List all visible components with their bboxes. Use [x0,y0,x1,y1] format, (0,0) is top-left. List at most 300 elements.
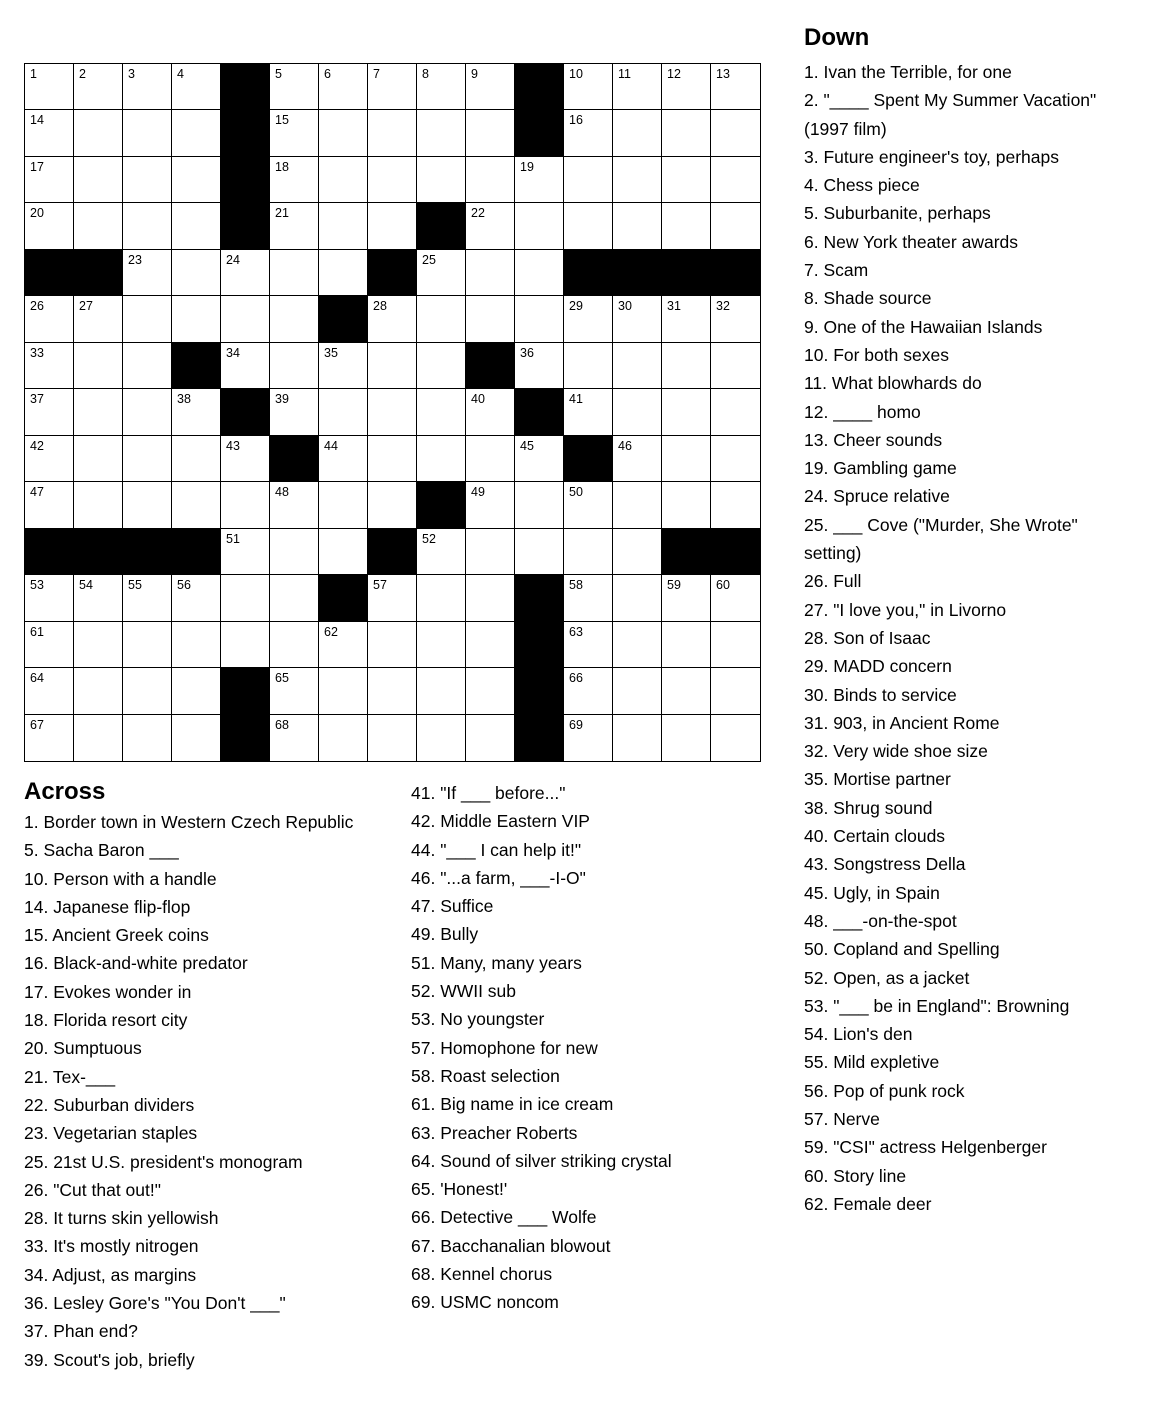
black-square [74,529,123,575]
black-square [417,203,466,249]
clue-number: 16 [569,113,583,128]
clue-number: 19 [520,159,534,174]
black-square [319,575,368,621]
grid-cell [270,110,319,156]
down-clue: 3. Future engineer's toy, perhaps [804,146,1059,167]
across-clue: 5. Sacha Baron ___ [24,840,179,861]
grid-cell [368,203,417,249]
grid-cell [662,64,711,110]
grid-cell [172,296,221,342]
grid-cell [172,203,221,249]
black-square [172,529,221,575]
grid-cell [319,157,368,203]
clue-number: 32 [716,299,730,314]
grid-cell [466,389,515,435]
clue-number: 15 [275,113,289,128]
across-clue: 46. "...a farm, ___-I-O" [411,867,586,888]
clue-number: 14 [30,113,44,128]
clue-number: 8 [422,67,429,81]
grid-cell [564,529,613,575]
grid-cell [123,715,172,761]
grid-cell [74,110,123,156]
grid-cell [172,250,221,296]
down-clue: 25. ___ Cove ("Murder, She Wrote" setting) [804,514,1078,564]
grid-cell [123,250,172,296]
grid-cell [221,575,270,621]
grid-cell [711,343,760,389]
grid-cell [564,64,613,110]
grid-cell [74,157,123,203]
across-clue: 33. It's mostly nitrogen [24,1236,199,1257]
grid-cell [25,203,74,249]
grid-cell [319,343,368,389]
down-clue: 60. Story line [804,1165,907,1186]
grid-cell [466,436,515,482]
across-clue: 44. "___ I can help it!" [411,839,582,860]
grid-cell [270,296,319,342]
down-clue: 50. Copland and Spelling [804,939,1000,960]
grid-cell [25,668,74,714]
grid-cell [466,715,515,761]
grid-cell [270,668,319,714]
crossword-grid [24,63,761,762]
across-clue: 69. USMC noncom [411,1292,559,1313]
grid-cell [466,250,515,296]
clue-number: 9 [471,67,478,81]
grid-cell [25,64,74,110]
across-clue: 66. Detective ___ Wolfe [411,1207,597,1228]
grid-cell [466,482,515,528]
across-clue: 15. Ancient Greek coins [24,925,209,946]
clue-number: 47 [30,485,44,500]
clue-number: 68 [275,717,289,732]
grid-cell [74,296,123,342]
grid-cell [74,715,123,761]
grid-cell [368,436,417,482]
down-clue: 56. Pop of punk rock [804,1080,965,1101]
across-clue: 23. Vegetarian staples [24,1123,198,1144]
grid-cell [417,389,466,435]
down-clue: 8. Shade source [804,288,932,309]
clue-number: 66 [569,671,583,686]
grid-cell [711,389,760,435]
grid-cell [172,622,221,668]
down-clue: 38. Shrug sound [804,797,933,818]
clue-number: 53 [30,578,44,593]
grid-cell [417,157,466,203]
black-square [515,64,564,110]
black-square [515,575,564,621]
grid-cell [613,203,662,249]
black-square [564,250,613,296]
clue-number: 11 [618,67,631,81]
down-clue: 52. Open, as a jacket [804,967,970,988]
black-square [221,203,270,249]
black-square [319,296,368,342]
grid-cell [417,668,466,714]
across-clue: 63. Preacher Roberts [411,1122,578,1143]
grid-cell [613,436,662,482]
grid-cell [319,622,368,668]
grid-cell [25,482,74,528]
clue-number: 17 [30,159,44,174]
grid-cell [123,389,172,435]
grid-cell [711,64,760,110]
across-clue: 25. 21st U.S. president's monogram [24,1151,303,1172]
black-square [662,250,711,296]
down-clue: 27. "I love you," in Livorno [804,599,1007,620]
grid-cell [74,343,123,389]
down-clue: 5. Suburbanite, perhaps [804,203,991,224]
clue-number: 57 [373,578,387,593]
grid-cell [25,157,74,203]
across-clue: 41. "If ___ before..." [411,783,566,803]
clue-number: 54 [79,578,93,593]
grid-cell [123,622,172,668]
grid-cell [711,622,760,668]
grid-cell [417,529,466,575]
grid-cell [564,157,613,203]
grid-cell [417,715,466,761]
black-square [515,389,564,435]
clue-number: 6 [324,67,331,81]
clue-number: 35 [324,345,338,360]
grid-cell [613,389,662,435]
grid-cell [74,436,123,482]
grid-cell [711,110,760,156]
black-square [613,250,662,296]
down-clue: 32. Very wide shoe size [804,741,988,762]
grid-cell [417,296,466,342]
black-square [368,250,417,296]
black-square [515,715,564,761]
clue-number: 48 [275,485,289,500]
grid-cell [123,343,172,389]
grid-cell [221,296,270,342]
grid-cell [172,389,221,435]
grid-cell [662,110,711,156]
across-clue: 37. Phan end? [24,1321,138,1342]
grid-cell [613,157,662,203]
grid-cell [368,157,417,203]
grid-cell [613,529,662,575]
clue-number: 62 [324,624,338,639]
grid-cell [417,110,466,156]
grid-cell [466,575,515,621]
black-square [221,110,270,156]
grid-cell [613,110,662,156]
black-square [515,668,564,714]
grid-cell [270,575,319,621]
grid-cell [74,622,123,668]
clue-number: 38 [177,392,191,407]
across-clue: 49. Bully [411,924,479,945]
clue-number: 33 [30,345,44,360]
grid-cell [74,668,123,714]
down-clue: 45. Ugly, in Spain [804,882,940,903]
across-clue: 42. Middle Eastern VIP [411,811,590,832]
grid-cell [172,715,221,761]
down-clue: 40. Certain clouds [804,826,946,847]
across-clue: 16. Black-and-white predator [24,953,248,974]
grid-cell [319,436,368,482]
clue-number: 59 [667,578,681,593]
down-clues-column [804,58,1134,1218]
grid-cell [564,715,613,761]
grid-cell [466,668,515,714]
grid-cell [368,110,417,156]
down-clue: 55. Mild expletive [804,1052,940,1073]
grid-cell [25,343,74,389]
across-clues-column-2 [411,779,751,1317]
grid-cell [613,622,662,668]
clue-number: 26 [30,299,44,314]
black-square [221,389,270,435]
grid-cell [172,110,221,156]
grid-cell [466,157,515,203]
grid-cell [270,203,319,249]
grid-cell [270,64,319,110]
clue-number: 56 [177,578,191,593]
grid-cell [25,715,74,761]
grid-cell [172,436,221,482]
across-clue: 68. Kennel chorus [411,1264,553,1285]
grid-cell [564,668,613,714]
down-clue: 43. Songstress Della [804,854,966,875]
clue-number: 39 [275,392,289,407]
grid-cell [368,622,417,668]
grid-cell [368,389,417,435]
grid-cell [417,250,466,296]
clue-number: 29 [569,299,583,314]
grid-cell [466,296,515,342]
black-square [711,529,760,575]
down-clue: 12. ____ homo [804,401,921,422]
grid-cell [564,389,613,435]
clue-number: 3 [128,67,135,81]
clue-number: 64 [30,671,44,686]
black-square [25,250,74,296]
down-clue: 6. New York theater awards [804,231,1019,252]
clue-number: 1 [30,67,37,81]
clue-number: 24 [226,252,240,267]
black-square [123,529,172,575]
across-clue: 67. Bacchanalian blowout [411,1235,611,1256]
grid-cell [515,529,564,575]
grid-cell [25,575,74,621]
clue-number: 63 [569,624,583,639]
grid-cell [662,436,711,482]
grid-cell [466,110,515,156]
black-square [368,529,417,575]
grid-cell [417,436,466,482]
across-clue: 34. Adjust, as margins [24,1264,197,1285]
black-square [417,482,466,528]
across-clue: 65. 'Honest!' [411,1179,508,1200]
across-clue: 64. Sound of silver striking crystal [411,1150,672,1171]
clue-number: 55 [128,578,142,593]
grid-cell [662,668,711,714]
clue-number: 42 [30,438,44,453]
grid-cell [417,622,466,668]
clue-number: 46 [618,438,632,453]
grid-cell [368,482,417,528]
grid-cell [270,529,319,575]
grid-cell [564,575,613,621]
down-clue: 4. Chess piece [804,175,920,196]
clue-number: 61 [30,624,44,639]
clue-number: 40 [471,392,485,407]
across-clue: 39. Scout's job, briefly [24,1349,195,1370]
down-clue: 48. ___-on-the-spot [804,910,957,931]
clue-number: 27 [79,299,93,314]
clue-number: 37 [30,392,44,407]
black-square [270,436,319,482]
clue-number: 4 [177,67,184,81]
grid-cell [662,157,711,203]
grid-cell [270,622,319,668]
grid-cell [221,529,270,575]
grid-cell [123,575,172,621]
grid-cell [564,343,613,389]
grid-cell [662,343,711,389]
black-square [221,157,270,203]
grid-cell [564,622,613,668]
grid-cell [319,529,368,575]
grid-cell [662,296,711,342]
grid-cell [466,622,515,668]
down-clue: 19. Gambling game [804,458,957,479]
clue-number: 21 [275,206,289,221]
clue-number: 10 [569,67,583,81]
black-square [74,250,123,296]
across-clue: 17. Evokes wonder in [24,981,192,1002]
clue-number: 43 [226,438,240,453]
down-clue: 2. "____ Spent My Summer Vacation" (1997 film) [804,90,1097,139]
grid-cell [319,482,368,528]
down-clue: 53. "___ be in England": Browning [804,995,1070,1016]
grid-cell [221,622,270,668]
clue-number: 13 [716,67,730,81]
grid-cell [515,482,564,528]
grid-cell [466,529,515,575]
grid-cell [123,436,172,482]
clue-number: 12 [667,67,681,81]
grid-cell [613,296,662,342]
grid-cell [515,436,564,482]
black-square [711,250,760,296]
grid-cell [172,668,221,714]
grid-cell [172,482,221,528]
black-square [221,64,270,110]
clue-number: 50 [569,485,583,500]
grid-cell [319,668,368,714]
across-clue: 14. Japanese flip-flop [24,896,191,917]
grid-cell [662,575,711,621]
grid-cell [123,64,172,110]
clue-number: 65 [275,671,289,686]
grid-cell [319,110,368,156]
grid-cell [123,157,172,203]
grid-cell [368,64,417,110]
grid-cell [270,343,319,389]
grid-cell [319,250,368,296]
grid-cell [711,668,760,714]
grid-cell [515,250,564,296]
clue-number: 36 [520,345,534,360]
down-clue: 7. Scam [804,260,869,281]
grid-cell [319,389,368,435]
grid-cell [564,296,613,342]
clue-number: 34 [226,345,240,360]
black-square [466,343,515,389]
down-clue: 24. Spruce relative [804,486,950,507]
grid-cell [74,64,123,110]
grid-cell [319,203,368,249]
grid-cell [515,343,564,389]
across-clue: 20. Sumptuous [24,1038,142,1059]
down-clue: 57. Nerve [804,1108,880,1129]
grid-cell [368,575,417,621]
down-heading: Down [804,24,870,51]
grid-cell [711,157,760,203]
grid-cell [711,715,760,761]
grid-cell [417,575,466,621]
clue-number: 52 [422,531,436,546]
clue-number: 49 [471,485,485,500]
grid-cell [172,575,221,621]
across-clue: 18. Florida resort city [24,1010,188,1031]
grid-cell [613,482,662,528]
across-clue: 51. Many, many years [411,952,582,973]
clue-number: 22 [471,206,485,221]
grid-cell [711,436,760,482]
grid-cell [711,203,760,249]
clue-number: 60 [716,578,730,593]
grid-cell [221,343,270,389]
black-square [172,343,221,389]
grid-cell [564,482,613,528]
clue-number: 18 [275,159,289,174]
across-heading: Across [24,778,106,805]
black-square [25,529,74,575]
down-clue: 11. What blowhards do [804,373,982,394]
grid-cell [711,296,760,342]
down-clue: 62. Female deer [804,1193,932,1214]
grid-cell [319,64,368,110]
clue-number: 25 [422,252,436,267]
down-clue: 10. For both sexes [804,344,949,365]
clue-number: 69 [569,717,583,732]
clue-number: 23 [128,252,142,267]
down-clue: 29. MADD concern [804,656,952,677]
grid-cell [368,343,417,389]
grid-cell [123,482,172,528]
clue-number: 20 [30,206,44,221]
clue-number: 45 [520,438,534,453]
across-clue: 1. Border town in Western Czech Republic [24,812,354,832]
clue-number: 51 [226,531,240,546]
grid-cell [319,715,368,761]
across-clue: 28. It turns skin yellowish [24,1208,219,1229]
grid-cell [25,436,74,482]
down-clue: 59. "CSI" actress Helgenberger [804,1137,1047,1158]
grid-cell [270,482,319,528]
across-clue: 57. Homophone for new [411,1037,598,1058]
grid-cell [515,296,564,342]
clue-number: 67 [30,717,44,732]
grid-cell [368,715,417,761]
